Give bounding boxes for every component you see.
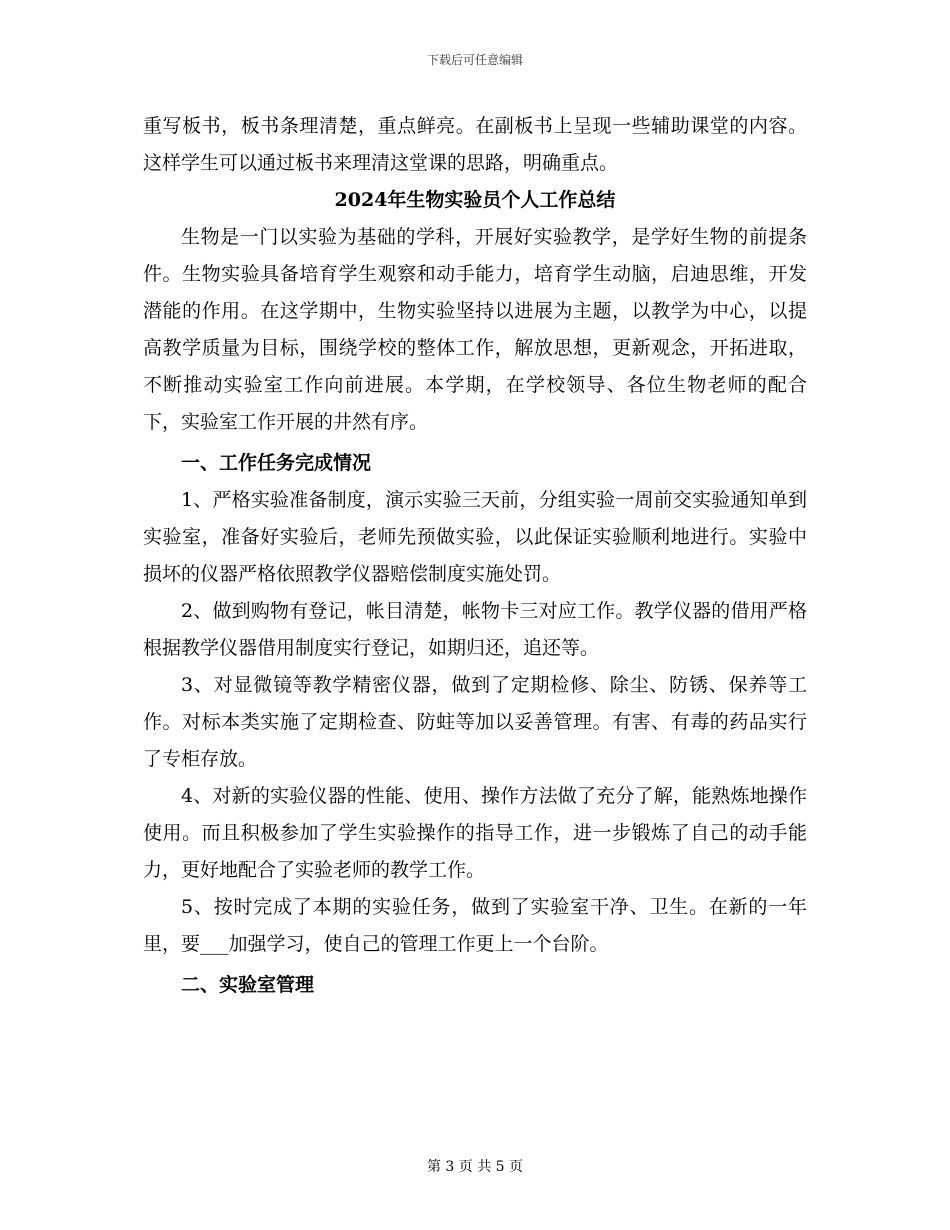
intro-paragraph: 生物是一门以实验为基础的学科，开展好实验教学，是学好生物的前提条件。生物实验具备培育学生观察和动手能力，培育学生动脑，启迪思维，开发潜能的作用。在这学期中，生物实验坚持以进展为主题，以教学为中心，以提高教学质量为目标，围绕学校的整体工作，解放思想，更新观念，开拓进取，不断推动实验室工作向前进展。本学期，在学校领导、各位生物老师的配合下，实验室工作开展的井然有序。 (143, 226, 807, 433)
page-header-note: 下载后可任意编辑 (426, 53, 523, 67)
list-item-4: 4、对新的实验仪器的性能、使用、操作方法做了充分了解，能熟炼地操作使用。而且积极参加了学生实验操作的指导工作，进一步锻炼了自己的动手能力，更好地配合了实验老师的教学工作。 (143, 785, 807, 881)
document-title: 2024年生物实验员个人工作总结 (334, 189, 616, 211)
paragraph-continued: 重写板书，板书条理清楚，重点鲜亮。在副板书上呈现一些辅助课堂的内容。这样学生可以通过板书来理清这堂课的思路，明确重点。 (143, 115, 807, 174)
section-heading-2: 二、实验室管理 (181, 974, 315, 996)
list-item-5: 5、按时完成了本期的实验任务，做到了实验室干净、卫生。在新的一年里，要___加强学习，使自己的管理工作更上一个台阶。 (143, 896, 807, 955)
document-body (143, 108, 807, 1004)
list-item-1: 1、严格实验准备制度，演示实验三天前，分组实验一周前交实验通知单到实验室，准备好实验后，老师先预做实验，以此保证实验顺利地进行。实验中损坏的仪器严格依照教学仪器赔偿制度实施处罚。 (143, 489, 807, 585)
list-item-2: 2、做到购物有登记，帐目清楚，帐物卡三对应工作。教学仪器的借用严格根据教学仪器借用制度实行登记，如期归还，追还等。 (143, 600, 807, 659)
list-item-3: 3、对显微镜等教学精密仪器，做到了定期检修、除尘、防锈、保养等工作。对标本类实施了定期检查、防蛀等加以妥善管理。有害、有毒的药品实行了专柜存放。 (143, 674, 807, 770)
section-heading-1: 一、工作任务完成情况 (181, 452, 372, 474)
page-number: 第 3 页 共 5 页 (426, 1159, 524, 1175)
